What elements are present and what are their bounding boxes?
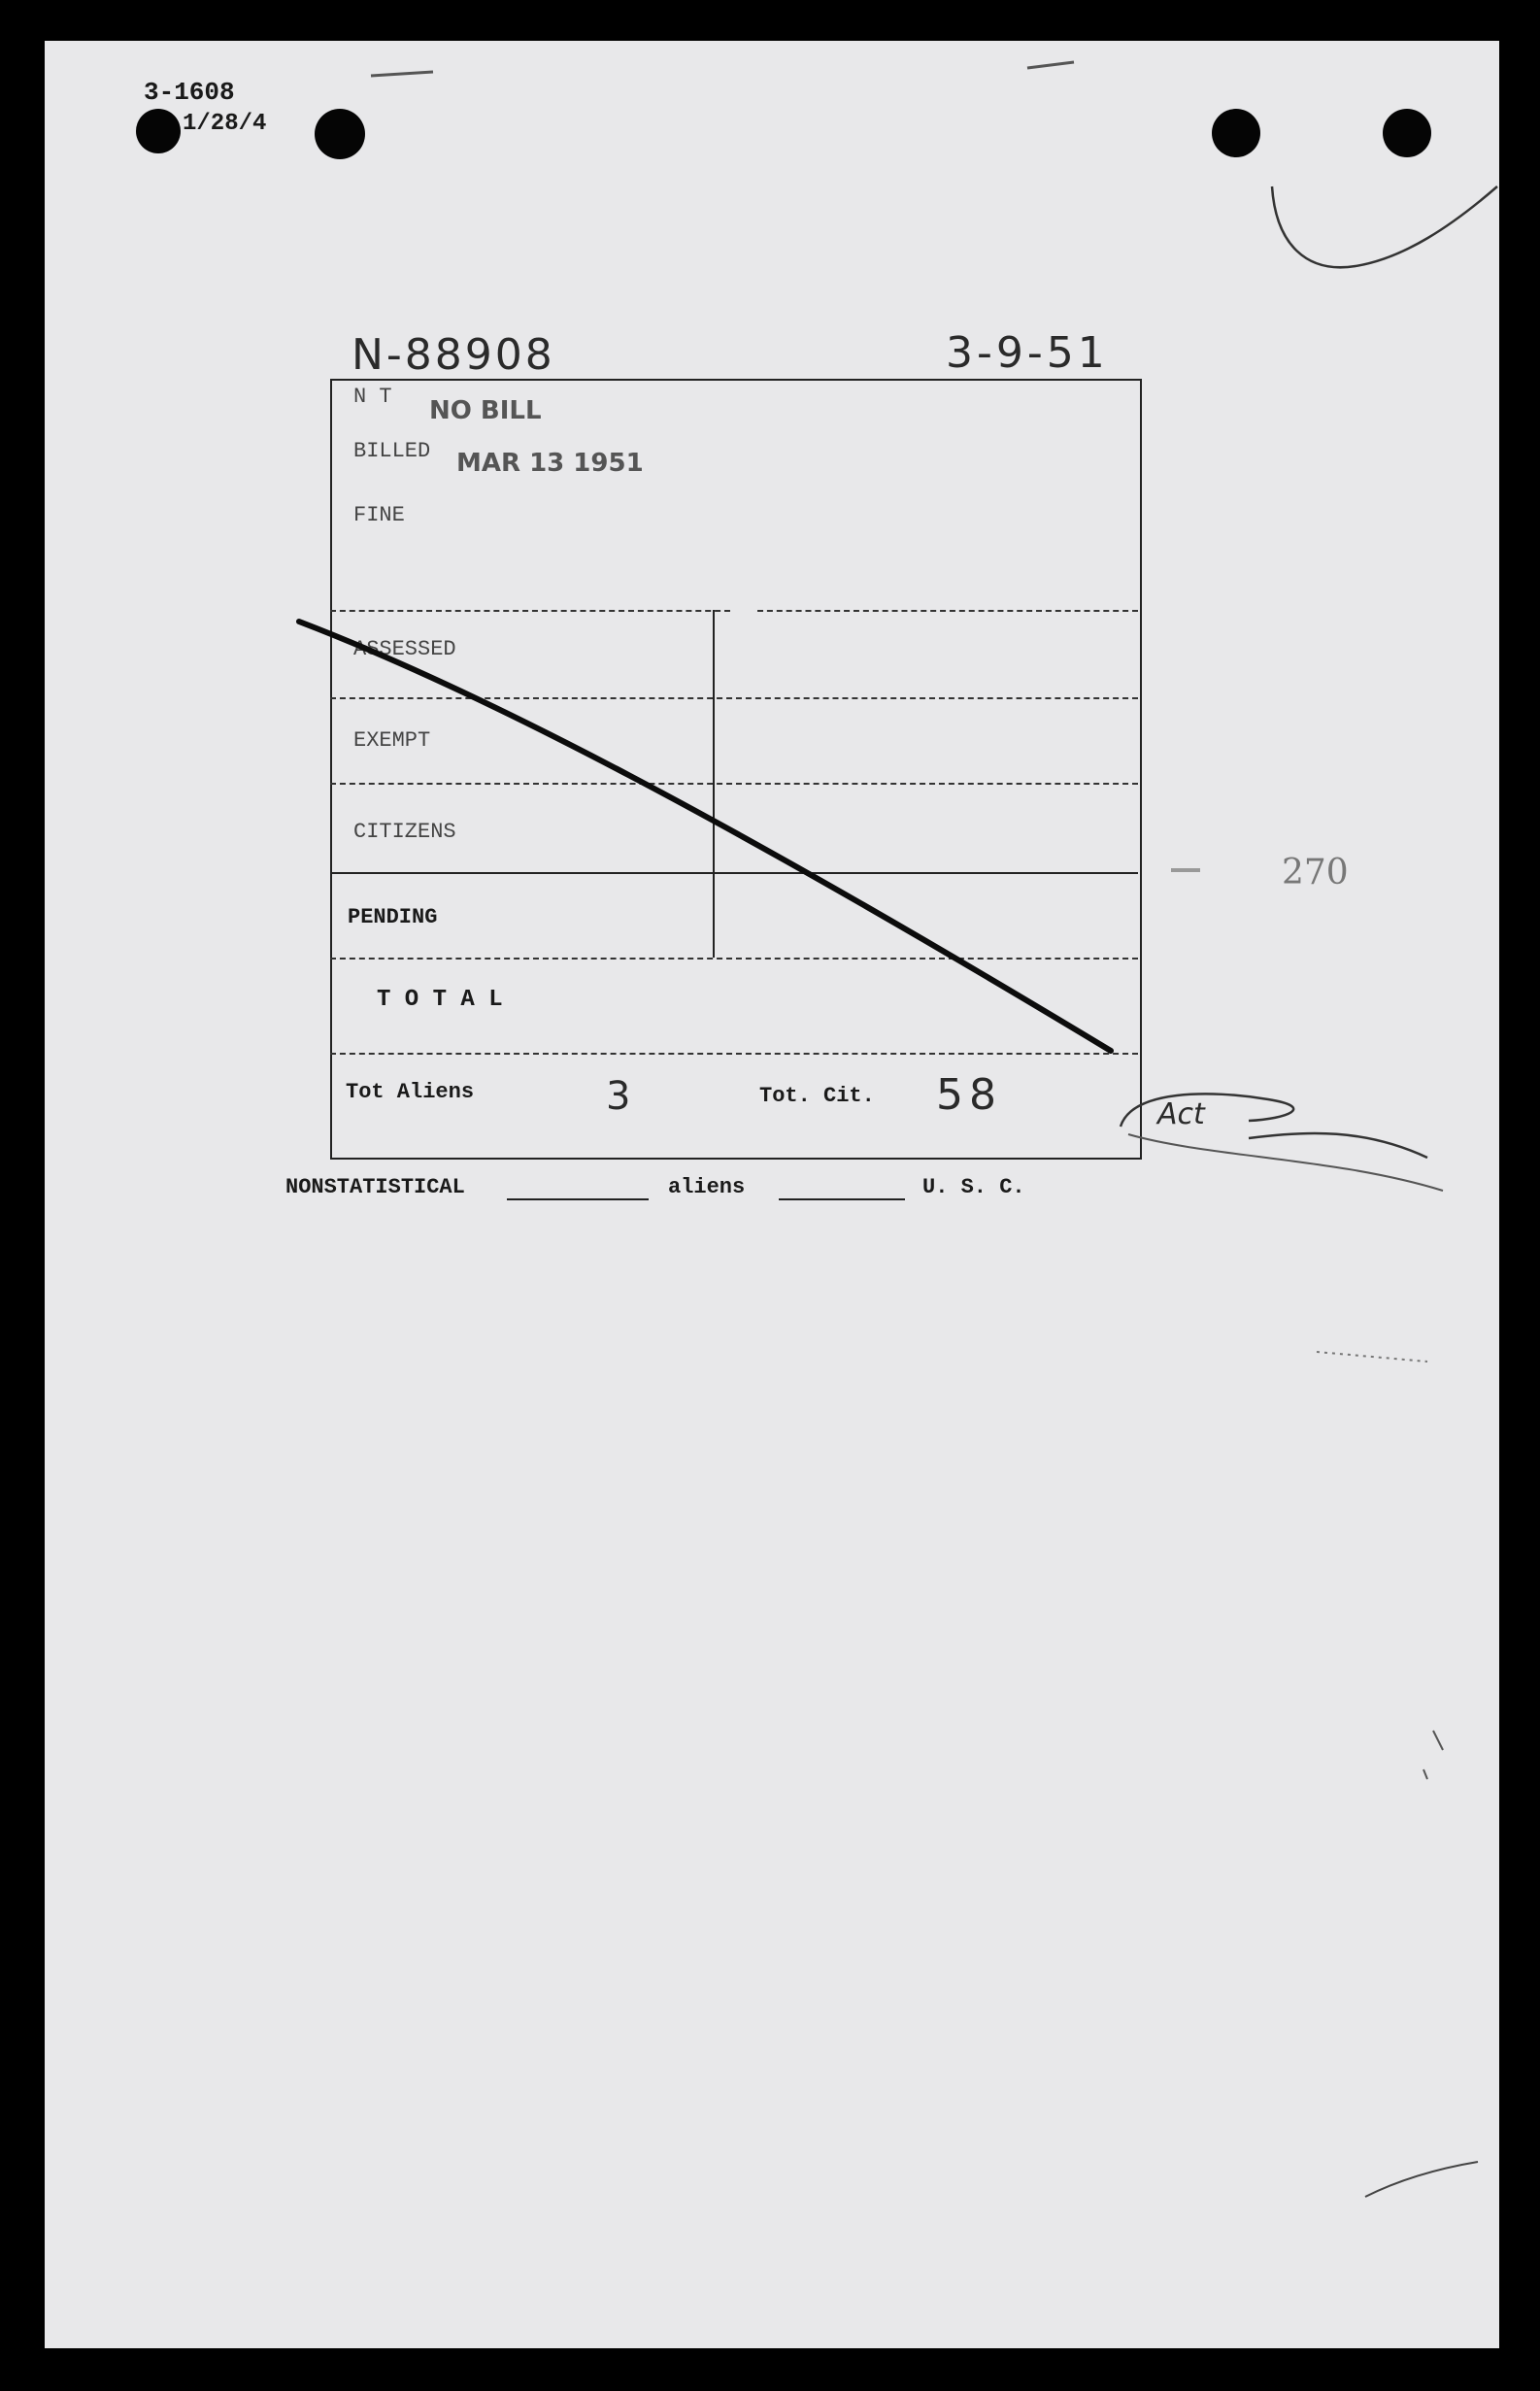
fine-label: FINE bbox=[353, 503, 405, 527]
no-bill-stamp: NO BILL bbox=[429, 396, 542, 425]
tot-aliens-value: 3 bbox=[606, 1074, 631, 1119]
corner-check-mark bbox=[1272, 186, 1497, 267]
initials-loop bbox=[1121, 1094, 1427, 1158]
total-label: T O T A L bbox=[377, 987, 503, 1013]
row-label-citizens: CITIZENS bbox=[353, 820, 456, 844]
form-revision: 1/28/4 bbox=[183, 111, 267, 137]
margin-mark bbox=[1423, 1731, 1443, 1779]
handwritten-initials: Act bbox=[1157, 1097, 1205, 1131]
initials-underline bbox=[1128, 1134, 1443, 1191]
file-number: N-88908 bbox=[352, 330, 555, 380]
billed-label: BILLED bbox=[353, 439, 431, 463]
tot-cit-value: 58 bbox=[936, 1070, 1002, 1120]
file-date: 3-9-51 bbox=[946, 328, 1109, 378]
tot-aliens-label: Tot Aliens bbox=[346, 1080, 475, 1104]
margin-mark bbox=[1365, 2162, 1478, 2197]
top-smudge bbox=[371, 62, 1074, 76]
billed-date-stamp: MAR 13 1951 bbox=[456, 449, 644, 478]
margin-mark bbox=[1317, 1352, 1427, 1362]
usc-label: U. S. C. bbox=[922, 1175, 1025, 1199]
nonstatistical-label: NONSTATISTICAL bbox=[285, 1175, 465, 1199]
pen-strokes bbox=[45, 41, 1499, 2348]
stamped-number: 270 bbox=[1282, 853, 1349, 892]
row-label-pending: PENDING bbox=[348, 905, 438, 929]
tot-cit-label: Tot. Cit. bbox=[759, 1084, 875, 1108]
strike-through-line bbox=[299, 622, 1111, 1051]
nt-label: N T bbox=[353, 385, 392, 409]
form-number: 3-1608 bbox=[144, 78, 235, 107]
row-label-exempt: EXEMPT bbox=[353, 728, 431, 753]
row-label-assessed: ASSESSED bbox=[353, 637, 456, 661]
document-page bbox=[45, 41, 1499, 2348]
aliens-label: aliens bbox=[668, 1175, 746, 1199]
